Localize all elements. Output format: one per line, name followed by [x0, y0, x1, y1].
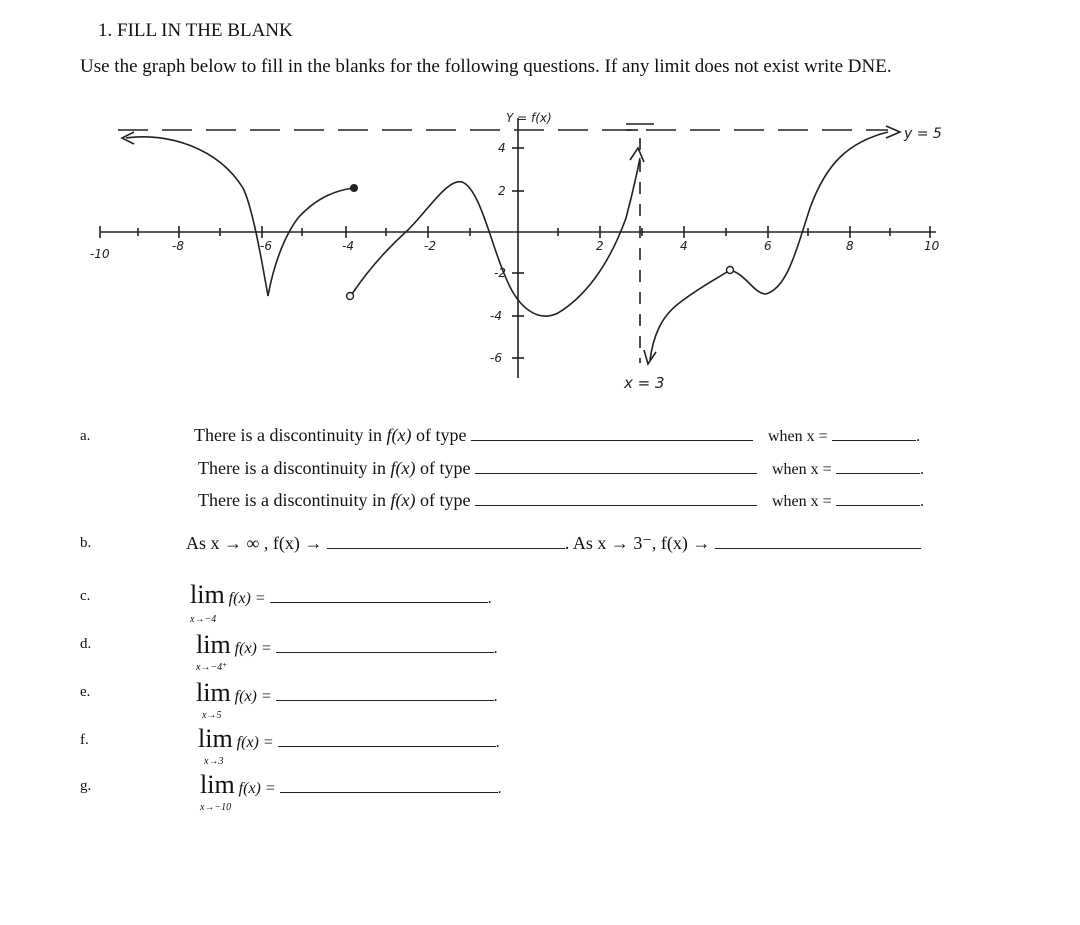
- x-tick-label: 10: [924, 239, 940, 253]
- limit-subscript: x→5: [202, 710, 222, 721]
- question-b-right-text: As x → 3⁻, f(x) →: [572, 533, 711, 553]
- limit-expression: f(x) =: [234, 688, 272, 705]
- limit-expression: f(x) =: [234, 640, 272, 657]
- question-a-func: f(x): [386, 425, 412, 445]
- limit-subscript: x→−10: [200, 802, 232, 813]
- question-a-mid: of type: [419, 458, 471, 478]
- open-dot-left: [347, 293, 354, 300]
- x-tick-label: -2: [424, 239, 436, 253]
- period: .: [493, 688, 498, 705]
- discontinuity-x-blank-1[interactable]: [832, 424, 916, 441]
- question-a-mid: of type: [419, 490, 471, 510]
- question-b-sep: .: [564, 533, 570, 553]
- limit-expression: f(x) =: [236, 734, 274, 751]
- question-a-prefix: There is a discontinuity in: [198, 490, 386, 510]
- question-a-func: f(x): [390, 458, 416, 478]
- function-label: Y = f(x): [506, 111, 552, 125]
- lim-symbol: lim: [196, 630, 231, 659]
- question-a-func: f(x): [390, 490, 416, 510]
- limit-subscript: x→3: [204, 756, 224, 767]
- x-tick-label: -4: [342, 239, 354, 253]
- lim-symbol: lim: [196, 678, 231, 707]
- lim-symbol: lim: [190, 580, 225, 609]
- lim-symbol: lim: [198, 724, 233, 753]
- discontinuity-type-blank-3[interactable]: [475, 489, 757, 506]
- question-a-when: when x =: [767, 428, 828, 445]
- discontinuity-type-blank-2[interactable]: [475, 457, 757, 474]
- x-tick-label: 8: [846, 239, 854, 253]
- question-b-row: [186, 532, 921, 554]
- x-tick-label: -8: [172, 239, 184, 253]
- asymptote-h-label: y = 5: [904, 126, 942, 142]
- question-b-left-text: As x → ∞ , f(x) →: [186, 533, 323, 553]
- x-tick-label: 4: [680, 239, 688, 253]
- y-tick-label: 2: [498, 184, 506, 198]
- question-e-row: [196, 678, 498, 721]
- asymptote-v-label: x = 3: [624, 374, 665, 392]
- question-c-row: [190, 580, 492, 625]
- y-tick-label: 4: [498, 141, 506, 155]
- question-d-label: d.: [80, 636, 92, 652]
- question-a-row-2: [198, 457, 924, 479]
- curve-left-segment: [126, 137, 354, 296]
- period: .: [495, 734, 500, 751]
- limit-c-blank[interactable]: [270, 586, 488, 603]
- x-tick-label: 6: [764, 239, 772, 253]
- limit-f-blank[interactable]: [278, 730, 496, 747]
- period: .: [916, 428, 921, 445]
- question-a-prefix: There is a discontinuity in: [194, 425, 382, 445]
- limit-subscript: x→−4: [190, 614, 217, 625]
- question-f-label: f.: [80, 732, 89, 748]
- period: .: [493, 640, 498, 657]
- question-c-label: c.: [80, 588, 91, 604]
- discontinuity-type-blank-1[interactable]: [471, 424, 753, 441]
- limit-expression: f(x) =: [228, 590, 266, 607]
- x-tick-label: -10: [90, 247, 110, 261]
- instructions-text: Use the graph below to fill in the blanks for the following questions. If any limit does not exist write DNE.: [80, 56, 892, 77]
- question-g-label: g.: [80, 778, 92, 794]
- question-a-when: when x =: [771, 461, 832, 478]
- question-b-label: b.: [80, 535, 92, 551]
- closed-dot: [350, 184, 358, 192]
- function-graph: [78, 98, 1018, 398]
- period: .: [920, 493, 925, 510]
- question-a-when: when x =: [771, 493, 832, 510]
- worksheet-heading: 1. FILL IN THE BLANK: [98, 20, 293, 41]
- discontinuity-x-blank-3[interactable]: [836, 489, 920, 506]
- question-a-row-1: [194, 424, 920, 446]
- limit-3-minus-blank[interactable]: [715, 532, 921, 549]
- question-a-prefix: There is a discontinuity in: [198, 458, 386, 478]
- discontinuity-x-blank-2[interactable]: [836, 457, 920, 474]
- question-a-row-3: [198, 489, 924, 511]
- x-tick-label: 2: [596, 239, 604, 253]
- y-tick-label: -6: [490, 351, 502, 365]
- limit-g-blank[interactable]: [280, 776, 498, 793]
- period: .: [497, 780, 502, 797]
- limit-expression: f(x) =: [238, 780, 276, 797]
- open-dot-right: [727, 267, 734, 274]
- y-tick-label: -2: [494, 266, 506, 280]
- x-tick-label: -6: [260, 239, 272, 253]
- limit-infinity-blank[interactable]: [327, 532, 565, 549]
- limit-subscript: x→−4⁺: [196, 662, 228, 673]
- question-g-row: [200, 770, 502, 813]
- period: .: [487, 590, 492, 607]
- question-e-label: e.: [80, 684, 91, 700]
- question-f-row: [198, 724, 500, 767]
- question-d-row: [196, 630, 498, 673]
- curve-middle-segment: [352, 158, 640, 316]
- lim-symbol: lim: [200, 770, 235, 799]
- limit-e-blank[interactable]: [276, 684, 494, 701]
- y-tick-label: -4: [490, 309, 502, 323]
- period: .: [920, 461, 925, 478]
- question-a-mid: of type: [415, 425, 467, 445]
- question-a-label: a.: [80, 428, 91, 444]
- limit-d-blank[interactable]: [276, 636, 494, 653]
